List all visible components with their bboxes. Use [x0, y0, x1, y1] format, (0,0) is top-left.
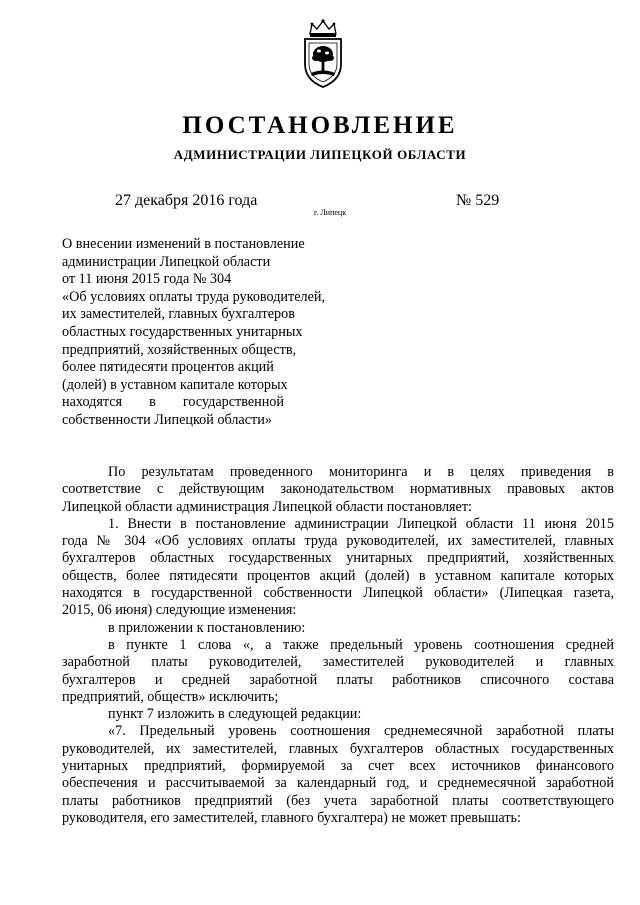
body-line: бухгалтеров областных государственных унитарных предприятий, хозяйственных: [62, 550, 614, 567]
body-line: обеспечения и рассчитываемой за календарный год, и среднемесячной заработной: [62, 775, 614, 792]
body-line: года № 304 «Об условиях оплаты труда руководителей, их заместителей, главных: [62, 533, 614, 550]
heading-line: (долей) в уставном капитале которых: [62, 376, 288, 393]
body-line: обществ, более пятидесяти процентов акций (долей) в уставном капитале которых: [62, 567, 614, 584]
body-line: заработной платы руководителей, заместителей руководителей и главных: [62, 654, 614, 671]
heading-line: более пятидесяти процентов акций: [62, 359, 274, 376]
body-line: платы работников предприятий (без учета заработной платы соответствующего: [62, 792, 614, 809]
heading-line: от 11 июня 2015 года № 304: [62, 271, 232, 288]
heading-line: администрации Липецкой области: [62, 253, 271, 270]
body-line: По результатам проведенного мониторинга и в целях приведения в: [108, 464, 614, 480]
heading-line: областных государственных унитарных: [62, 323, 303, 340]
coat-of-arms-icon: [300, 18, 346, 90]
body-line: 2015, 06 июня) следующие изменения:: [62, 602, 297, 619]
body-line: «7. Предельный уровень соотношения среднемесячной заработной платы: [108, 723, 614, 740]
document-subtitle: АДМИНИСТРАЦИИ ЛИПЕЦКОЙ ОБЛАСТИ: [173, 147, 467, 162]
body-line: Липецкой области администрация Липецкой области постановляет:: [62, 498, 472, 515]
body-line: находятся в государственной собственности Липецкой области» (Липецкая газета,: [62, 585, 614, 602]
heading-word: в: [149, 394, 156, 411]
document-date: 27 декабря 2016 года: [115, 192, 258, 209]
heading-line: их заместителей, главных бухгалтеров: [62, 306, 295, 323]
heading-line: [62, 394, 284, 412]
body-line: соответствие с действующим законодательством нормативных правовых актов: [62, 481, 614, 498]
body-line: унитарных предприятий, формируемой за счет всех источников финансового: [62, 758, 614, 775]
document-city: г. Липецк: [314, 208, 347, 217]
body-line: предприятий, обществ» исключить;: [62, 688, 279, 705]
body-line: бухгалтеров и средней заработной платы работников списочного состава: [62, 671, 614, 688]
heading-line: «Об условиях оплаты труда руководителей,: [62, 288, 326, 305]
document-heading: [62, 236, 382, 430]
body-line: пункт 7 изложить в следующей редакции:: [108, 706, 362, 723]
body-line: 1. Внести в постановление администрации Липецкой области 11 июня 2015: [108, 515, 614, 532]
document-title: ПОСТАНОВЛЕНИЕ: [182, 112, 458, 139]
heading-line: О внесении изменений в постановление: [62, 236, 305, 252]
body-line: в приложении к постановлению:: [108, 619, 306, 636]
heading-line: предприятий, хозяйственных обществ,: [62, 341, 297, 358]
document-number: № 529: [456, 192, 500, 209]
heading-line: собственности Липецкой области»: [62, 411, 272, 428]
document-body: [62, 464, 614, 827]
heading-word: находятся: [62, 394, 123, 411]
body-line: руководителей, их заместителей, главных бухгалтеров областных государственных: [62, 740, 614, 757]
body-line: в пункте 1 слова «, а также предельный уровень соотношения средней: [108, 636, 614, 653]
heading-word: государственной: [182, 394, 284, 411]
body-line: руководителя, его заместителей, главного бухгалтера) не может превышать:: [62, 809, 521, 826]
